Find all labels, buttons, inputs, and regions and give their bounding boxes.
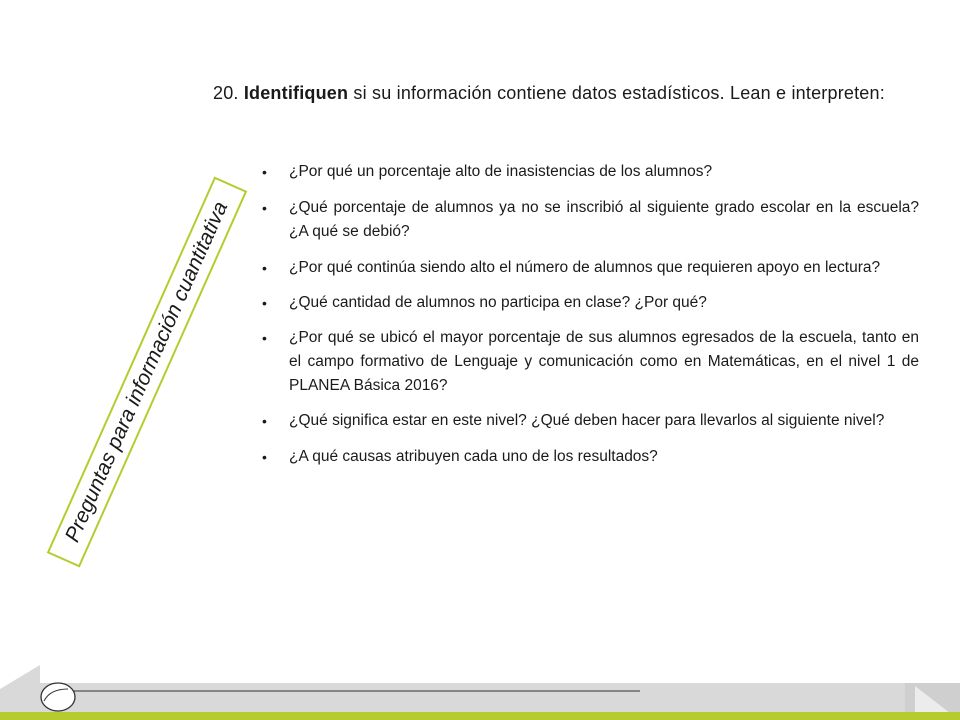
question-text: ¿Por qué se ubicó el mayor porcentaje de sus alumnos egresados de la escuela, tanto en el campo formativo de Lenguaje y comunicación como en Matemáticas, en el nivel 1 de PLANEA Básica 2016?: [289, 329, 919, 394]
bullet-icon: •: [262, 200, 267, 216]
heading-rest: si su información contiene datos estadísticos. Lean e interpreten:: [348, 83, 885, 103]
question-list: [262, 160, 922, 469]
list-item: [262, 196, 922, 244]
question-text: ¿Qué cantidad de alumnos no participa en clase? ¿Por qué?: [289, 294, 707, 311]
bullet-icon: •: [262, 413, 267, 429]
footer-gray-band: [40, 683, 920, 712]
bullet-icon: •: [262, 295, 267, 311]
list-item: [262, 409, 922, 433]
question-text: ¿A qué causas atribuyen cada uno de los resultados?: [289, 448, 658, 465]
slide-heading: [213, 79, 913, 107]
footer-accent-bar: [0, 712, 960, 720]
question-text: ¿Qué significa estar en este nivel? ¿Qué deben hacer para llevarlos al siguiente nivel?: [289, 412, 885, 429]
list-item: [262, 291, 922, 315]
bullet-icon: •: [262, 330, 267, 346]
list-item: [262, 326, 922, 398]
question-text: ¿Por qué continúa siendo alto el número de alumnos que requieren apoyo en lectura?: [289, 259, 881, 276]
footer-left-arrow: [0, 665, 40, 712]
footer-decoration: [0, 655, 960, 720]
heading-number: 20.: [213, 83, 239, 103]
question-text: ¿Por qué un porcentaje alto de inasistencias de los alumnos?: [289, 163, 713, 180]
bullet-icon: •: [262, 449, 267, 465]
side-label-box: [47, 175, 247, 569]
heading-bold-verb: Identifiquen: [243, 83, 349, 103]
bullet-icon: •: [262, 260, 267, 276]
list-item: [262, 160, 922, 184]
side-label: Preguntas para información cuantitativa: [60, 198, 233, 546]
question-text: ¿Qué porcentaje de alumnos ya no se inscribió al siguiente grado escolar en la escuela? ¿A qué se debió?: [289, 199, 919, 240]
bullet-icon: •: [262, 164, 267, 180]
list-item: [262, 256, 922, 280]
list-item: [262, 445, 922, 469]
